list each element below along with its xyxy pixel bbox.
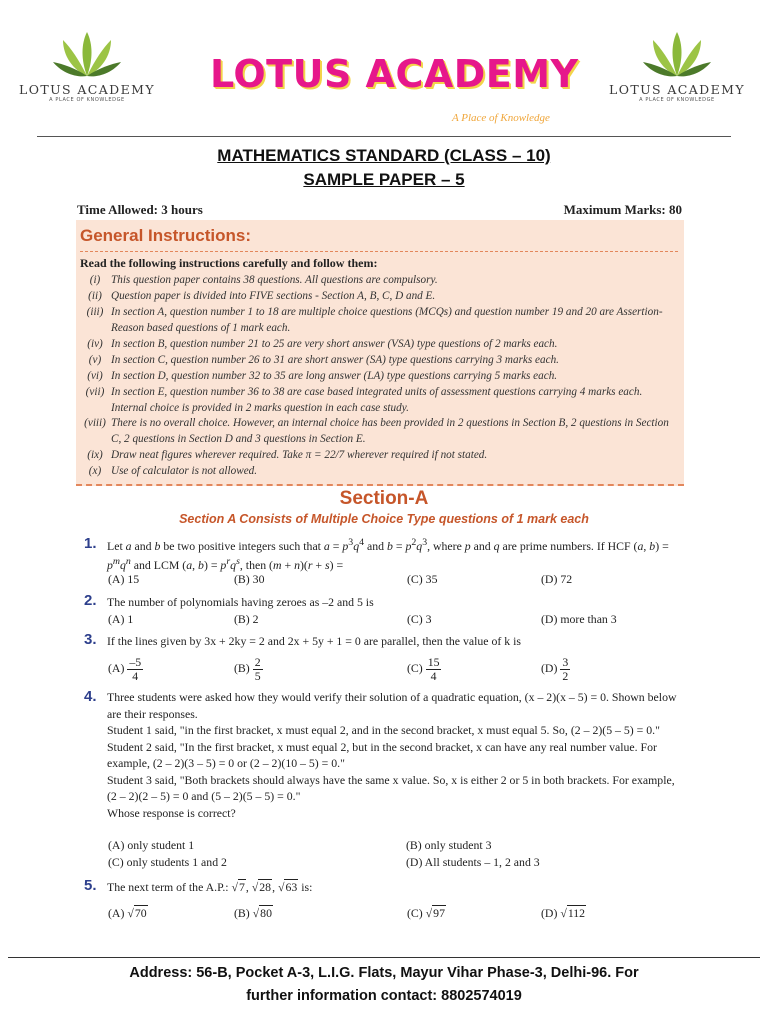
- instructions-divider: [80, 251, 678, 252]
- header-divider: [37, 136, 731, 137]
- section-subtitle: Section A Consists of Multiple Choice Type questions of 1 mark each: [179, 512, 589, 526]
- footer-address: Address: 56-B, Pocket A-3, L.I.G. Flats, Mayur Vihar Phase-3, Delhi-96. For: [129, 965, 639, 981]
- option-a[interactable]: (A) only student 1: [108, 838, 195, 852]
- instructions-lead: Read the following instructions carefully and follow them:: [80, 256, 378, 270]
- option-d[interactable]: (D) more than 3: [541, 612, 617, 626]
- logo-name: LOTUS ACADEMY: [609, 82, 745, 97]
- brand-tagline: A Place of Knowledge: [452, 112, 550, 124]
- option-c[interactable]: (C) 3: [407, 612, 432, 626]
- option-b[interactable]: (B) 2: [234, 612, 259, 626]
- option-a[interactable]: (A) 1: [108, 612, 134, 626]
- logo-name: LOTUS ACADEMY: [19, 82, 155, 97]
- option-c[interactable]: (C) √97: [407, 906, 445, 920]
- question-text: Three students were asked how they would verify their solution of a quadratic equation, (x – 2)(x – 5) = 0. Shown below are their responses. Student 1 said, "in the first bracket, x must equal 2, and in the second bracket, x must equal 5. So, (2 – 2)(5 – 5) = 0." Student 2 said, "In the first bracket, x must equal 2, but in the second bracket, x can have any real number value. For example, (2 – 2)(3 – 5) = 0 or (2 – 2)(10 – 5) = 0." Student 3 said, "Both brackets should always have the same x value. So, x is either 2 or 5 in both brackets. For example, (2 – 2)(2 – 5) = 0 and (5 – 2)(5 – 5) = 0." Whose response is correct?: [107, 690, 677, 820]
- general-instructions-box: General Instructions: Read the following instructions carefully and follow them: (i) This question paper contains 38 questions. All questions are compulsory. (ii) Question paper is divided into FIVE sections - Section A, B, C, D and E. (iii) In section A, question number 1 to 18 are multiple choice questions (MCQs) and question number 19 and 20 are Assertion-Reason based questions of 1 mark each. (iv) In section B, question number 21 to 25 are very short answer (VSA) type questions of 2 marks each. (v) In section C, question number 26 to 31 are short answer (SA) type questions carrying 3 marks each. (vi) In section D, question number 32 to 35 are long answer (LA) type questions carrying 5 marks each. (vii) In section E, question number 36 to 38 are case based integrated units of assessment questions carrying 4 marks each. Internal choice is provided in 2 marks question in each case study. (viii) There is no overall choice. However, an internal choice has been provided in 2 questions in Section B, 2 questions in Section C, 2 questions in Section D and 3 questions in Section E. (ix) Draw neat figures wherever required. Take π = 22/7 wherever required if not stated. (x) Use of calculator is not allowed.: [76, 220, 684, 486]
- fraction: $\frac{-5}{4}$: [129, 655, 142, 683]
- paper-subtitle: SAMPLE PAPER – 5: [303, 170, 465, 189]
- lotus-logo-icon: [51, 30, 123, 80]
- option-b[interactable]: (B) 30: [234, 572, 265, 586]
- question-text: The next term of the A.P.: √7, √28, √63 is:: [107, 880, 313, 894]
- logo-tagline: A PLACE OF KNOWLEDGE: [639, 97, 715, 103]
- fraction: $\frac{2}{5}$: [254, 655, 261, 683]
- footer-divider: [8, 957, 760, 958]
- option-b[interactable]: (B) only student 3: [406, 838, 492, 852]
- lotus-logo-icon: [641, 30, 713, 80]
- paper-title: MATHEMATICS STANDARD (CLASS – 10): [217, 146, 551, 165]
- option-a[interactable]: (A) 15: [108, 572, 140, 586]
- footer-contact: further information contact: 8802574019: [246, 988, 522, 1004]
- option-c[interactable]: (C) 35: [407, 572, 438, 586]
- option-c[interactable]: (C) only students 1 and 2: [108, 855, 227, 869]
- option-a[interactable]: (A) √70: [108, 906, 147, 920]
- question-text: If the lines given by 3x + 2ky = 2 and 2x + 5y + 1 = 0 are parallel, then the value of k is: [107, 634, 521, 648]
- question-number: 3.: [84, 631, 97, 648]
- question-text: Let a and b be two positive integers such that $a = p^3q^4$ and $b = p^2q^3$, where p and q are prime numbers. If HCF (a, $b) = p^mq^n$ and LCM (a, $b) = p^rq^s$, then (m + n)(r + s) =: [107, 537, 669, 573]
- option-b[interactable]: (B) $\frac{2}{5}$: [234, 655, 261, 683]
- logo-left: [12, 30, 162, 103]
- option-d[interactable]: (D) √112: [541, 906, 586, 920]
- option-d[interactable]: (D) $\frac{3}{2}$: [541, 655, 569, 683]
- logo-right: [602, 30, 752, 103]
- question-number: 1.: [84, 535, 97, 552]
- brand-title: LOTUS ACADEMY: [210, 52, 579, 96]
- fraction: $\frac{3}{2}$: [562, 655, 569, 683]
- question-number: 2.: [84, 592, 97, 609]
- maximum-marks: Maximum Marks: 80: [563, 202, 682, 217]
- option-b[interactable]: (B) √80: [234, 906, 272, 920]
- question-number: 4.: [84, 688, 97, 705]
- option-d[interactable]: (D) All students – 1, 2 and 3: [406, 855, 540, 869]
- option-d[interactable]: (D) 72: [541, 572, 573, 586]
- logo-tagline: A PLACE OF KNOWLEDGE: [49, 97, 125, 103]
- fraction: $\frac{15}{4}$: [427, 655, 440, 683]
- time-allowed: Time Allowed: 3 hours: [77, 202, 203, 217]
- option-c[interactable]: (C) $\frac{15}{4}$: [407, 655, 440, 683]
- option-a[interactable]: (A) $\frac{-5}{4}$: [108, 655, 142, 683]
- instructions-heading: General Instructions:: [80, 226, 251, 245]
- section-title: Section-A: [339, 488, 429, 509]
- question-number: 5.: [84, 877, 97, 894]
- question-text: The number of polynomials having zeroes as –2 and 5 is: [107, 595, 374, 609]
